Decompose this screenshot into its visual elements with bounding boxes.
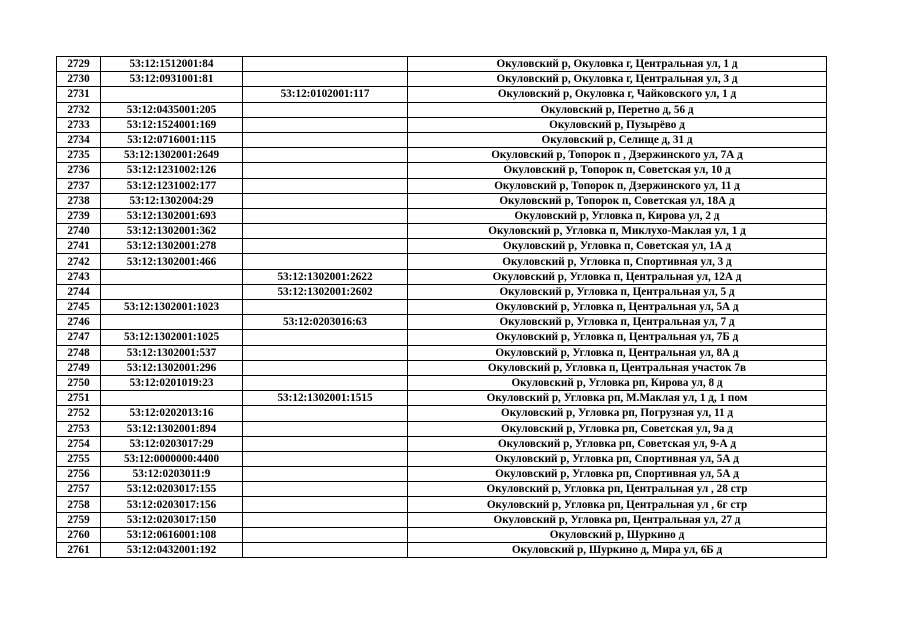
premise-cadastral-number-cell <box>243 406 408 421</box>
table-row <box>57 72 827 87</box>
address-cell: Окуловский р, Угловка п, Спортивная ул, 3 д <box>408 254 827 269</box>
premise-cadastral-number-cell <box>243 178 408 193</box>
row-number-cell: 2736 <box>57 163 101 178</box>
address-cell: Окуловский р, Пузырёво д <box>408 117 827 132</box>
cadastral-number-cell: 53:12:1302001:1025 <box>101 330 243 345</box>
table-row <box>57 57 827 72</box>
table-row <box>57 87 827 102</box>
cadastral-number-cell: 53:12:0716001:115 <box>101 132 243 147</box>
table-row <box>57 102 827 117</box>
row-number-cell: 2739 <box>57 208 101 223</box>
row-number-cell: 2741 <box>57 239 101 254</box>
table-row <box>57 451 827 466</box>
table-row <box>57 345 827 360</box>
cadastral-number-cell: 53:12:1302004:29 <box>101 193 243 208</box>
cadastral-number-cell: 53:12:1302001:466 <box>101 254 243 269</box>
table-row <box>57 330 827 345</box>
row-number-cell: 2732 <box>57 102 101 117</box>
premise-cadastral-number-cell: 53:12:1302001:2602 <box>243 284 408 299</box>
row-number-cell: 2729 <box>57 57 101 72</box>
row-number-cell: 2755 <box>57 451 101 466</box>
table-row <box>57 391 827 406</box>
cadastral-number-cell: 53:12:1302001:362 <box>101 224 243 239</box>
row-number-cell: 2740 <box>57 224 101 239</box>
row-number-cell: 2757 <box>57 482 101 497</box>
address-cell: Окуловский р, Угловка рп, Спортивная ул, 5А д <box>408 467 827 482</box>
address-cell: Окуловский р, Угловка рп, Центральная ул, 27 д <box>408 512 827 527</box>
premise-cadastral-number-cell <box>243 224 408 239</box>
cadastral-number-cell: 53:12:0435001:205 <box>101 102 243 117</box>
address-cell: Окуловский р, Селище д, 31 д <box>408 132 827 147</box>
cadastral-number-cell <box>101 87 243 102</box>
cadastral-number-cell <box>101 391 243 406</box>
cadastral-number-cell: 53:12:0432001:192 <box>101 543 243 558</box>
cadastral-number-cell: 53:12:1512001:84 <box>101 57 243 72</box>
address-cell: Окуловский р, Топорок п, Советская ул, 18А д <box>408 193 827 208</box>
premise-cadastral-number-cell <box>243 102 408 117</box>
address-cell: Окуловский р, Угловка рп, Советская ул, 9-А д <box>408 436 827 451</box>
premise-cadastral-number-cell <box>243 497 408 512</box>
premise-cadastral-number-cell <box>243 148 408 163</box>
row-number-cell: 2749 <box>57 360 101 375</box>
cadastral-number-cell: 53:12:1302001:693 <box>101 208 243 223</box>
cadastral-number-cell: 53:12:1302001:894 <box>101 421 243 436</box>
row-number-cell: 2730 <box>57 72 101 87</box>
address-cell: Окуловский р, Угловка рп, М.Маклая ул, 1 д, 1 пом <box>408 391 827 406</box>
row-number-cell: 2758 <box>57 497 101 512</box>
row-number-cell: 2754 <box>57 436 101 451</box>
premise-cadastral-number-cell <box>243 345 408 360</box>
row-number-cell: 2751 <box>57 391 101 406</box>
premise-cadastral-number-cell <box>243 132 408 147</box>
address-cell: Окуловский р, Угловка п, Центральная ул, 8А д <box>408 345 827 360</box>
row-number-cell: 2752 <box>57 406 101 421</box>
cadastral-number-cell <box>101 315 243 330</box>
premise-cadastral-number-cell <box>243 57 408 72</box>
cadastral-number-cell: 53:12:0931001:81 <box>101 72 243 87</box>
cadastral-number-cell: 53:12:0201019:23 <box>101 375 243 390</box>
premise-cadastral-number-cell <box>243 375 408 390</box>
premise-cadastral-number-cell <box>243 527 408 542</box>
table-row <box>57 482 827 497</box>
premise-cadastral-number-cell <box>243 543 408 558</box>
row-number-cell: 2746 <box>57 315 101 330</box>
address-cell: Окуловский р, Угловка п, Центральная ул, 7Б д <box>408 330 827 345</box>
cadastral-number-cell: 53:12:0203017:156 <box>101 497 243 512</box>
table-row <box>57 239 827 254</box>
registry-table <box>56 56 827 558</box>
cadastral-number-cell: 53:12:0203017:29 <box>101 436 243 451</box>
table-row <box>57 178 827 193</box>
premise-cadastral-number-cell <box>243 436 408 451</box>
premise-cadastral-number-cell <box>243 163 408 178</box>
premise-cadastral-number-cell <box>243 512 408 527</box>
address-cell: Окуловский р, Топорок п , Дзержинского ул, 7А д <box>408 148 827 163</box>
address-cell: Окуловский р, Топорок п, Дзержинского ул, 11 д <box>408 178 827 193</box>
premise-cadastral-number-cell <box>243 360 408 375</box>
table-row <box>57 421 827 436</box>
premise-cadastral-number-cell <box>243 482 408 497</box>
row-number-cell: 2737 <box>57 178 101 193</box>
premise-cadastral-number-cell: 53:12:1302001:1515 <box>243 391 408 406</box>
address-cell: Окуловский р, Шуркино д, Мира ул, 6Б д <box>408 543 827 558</box>
table-row <box>57 254 827 269</box>
cadastral-number-cell: 53:12:0203011:9 <box>101 467 243 482</box>
address-cell: Окуловский р, Топорок п, Советская ул, 10 д <box>408 163 827 178</box>
cadastral-number-cell: 53:12:0616001:108 <box>101 527 243 542</box>
address-cell: Окуловский р, Перетно д, 56 д <box>408 102 827 117</box>
premise-cadastral-number-cell: 53:12:0102001:117 <box>243 87 408 102</box>
row-number-cell: 2733 <box>57 117 101 132</box>
premise-cadastral-number-cell <box>243 330 408 345</box>
table-row <box>57 406 827 421</box>
premise-cadastral-number-cell: 53:12:1302001:2622 <box>243 269 408 284</box>
row-number-cell: 2759 <box>57 512 101 527</box>
table-row <box>57 284 827 299</box>
row-number-cell: 2744 <box>57 284 101 299</box>
address-cell: Окуловский р, Угловка п, Центральная ул, 7 д <box>408 315 827 330</box>
cadastral-number-cell: 53:12:1302001:296 <box>101 360 243 375</box>
address-cell: Окуловский р, Угловка рп, Спортивная ул, 5А д <box>408 451 827 466</box>
row-number-cell: 2747 <box>57 330 101 345</box>
row-number-cell: 2743 <box>57 269 101 284</box>
cadastral-number-cell: 53:12:1231002:126 <box>101 163 243 178</box>
address-cell: Окуловский р, Угловка рп, Кирова ул, 8 д <box>408 375 827 390</box>
cadastral-number-cell: 53:12:0203017:155 <box>101 482 243 497</box>
row-number-cell: 2731 <box>57 87 101 102</box>
cadastral-number-cell: 53:12:0000000:4400 <box>101 451 243 466</box>
address-cell: Окуловский р, Окуловка г, Чайковского ул, 1 д <box>408 87 827 102</box>
table-row <box>57 527 827 542</box>
address-cell: Окуловский р, Угловка рп, Погрузная ул, 11 д <box>408 406 827 421</box>
row-number-cell: 2735 <box>57 148 101 163</box>
row-number-cell: 2760 <box>57 527 101 542</box>
cadastral-number-cell: 53:12:1231002:177 <box>101 178 243 193</box>
cadastral-number-cell <box>101 284 243 299</box>
premise-cadastral-number-cell <box>243 254 408 269</box>
table-row <box>57 148 827 163</box>
address-cell: Окуловский р, Угловка п, Центральная ул, 5 д <box>408 284 827 299</box>
cadastral-number-cell: 53:12:1302001:537 <box>101 345 243 360</box>
premise-cadastral-number-cell <box>243 451 408 466</box>
table-row <box>57 224 827 239</box>
premise-cadastral-number-cell <box>243 117 408 132</box>
table-row <box>57 512 827 527</box>
row-number-cell: 2734 <box>57 132 101 147</box>
row-number-cell: 2750 <box>57 375 101 390</box>
registry-table-body <box>57 57 827 558</box>
premise-cadastral-number-cell <box>243 467 408 482</box>
premise-cadastral-number-cell <box>243 300 408 315</box>
address-cell: Окуловский р, Угловка п, Центральная ул, 12А д <box>408 269 827 284</box>
cadastral-number-cell: 53:12:1302001:2649 <box>101 148 243 163</box>
row-number-cell: 2753 <box>57 421 101 436</box>
table-row <box>57 208 827 223</box>
address-cell: Окуловский р, Угловка п, Миклухо-Маклая ул, 1 д <box>408 224 827 239</box>
cadastral-number-cell: 53:12:1302001:278 <box>101 239 243 254</box>
address-cell: Окуловский р, Угловка рп, Советская ул, 9а д <box>408 421 827 436</box>
address-cell: Окуловский р, Угловка п, Советская ул, 1А д <box>408 239 827 254</box>
premise-cadastral-number-cell <box>243 193 408 208</box>
premise-cadastral-number-cell <box>243 421 408 436</box>
cadastral-number-cell: 53:12:0202013:16 <box>101 406 243 421</box>
table-row <box>57 193 827 208</box>
address-cell: Окуловский р, Угловка рп, Центральная ул , 6г стр <box>408 497 827 512</box>
address-cell: Окуловский р, Угловка п, Кирова ул, 2 д <box>408 208 827 223</box>
table-row <box>57 269 827 284</box>
table-row <box>57 163 827 178</box>
table-row <box>57 300 827 315</box>
table-row <box>57 132 827 147</box>
address-cell: Окуловский р, Угловка п, Центральная участок 7в <box>408 360 827 375</box>
table-row <box>57 497 827 512</box>
row-number-cell: 2738 <box>57 193 101 208</box>
address-cell: Окуловский р, Угловка рп, Центральная ул , 28 стр <box>408 482 827 497</box>
address-cell: Окуловский р, Шуркино д <box>408 527 827 542</box>
table-row <box>57 543 827 558</box>
table-row <box>57 436 827 451</box>
address-cell: Окуловский р, Окуловка г, Центральная ул, 3 д <box>408 72 827 87</box>
row-number-cell: 2745 <box>57 300 101 315</box>
table-row <box>57 315 827 330</box>
table-row <box>57 375 827 390</box>
address-cell: Окуловский р, Окуловка г, Центральная ул, 1 д <box>408 57 827 72</box>
table-row <box>57 360 827 375</box>
cadastral-number-cell: 53:12:1302001:1023 <box>101 300 243 315</box>
table-row <box>57 467 827 482</box>
premise-cadastral-number-cell <box>243 239 408 254</box>
row-number-cell: 2761 <box>57 543 101 558</box>
premise-cadastral-number-cell <box>243 72 408 87</box>
cadastral-number-cell: 53:12:1524001:169 <box>101 117 243 132</box>
row-number-cell: 2748 <box>57 345 101 360</box>
address-cell: Окуловский р, Угловка п, Центральная ул, 5А д <box>408 300 827 315</box>
cadastral-number-cell: 53:12:0203017:150 <box>101 512 243 527</box>
cadastral-number-cell <box>101 269 243 284</box>
table-row <box>57 117 827 132</box>
row-number-cell: 2742 <box>57 254 101 269</box>
row-number-cell: 2756 <box>57 467 101 482</box>
premise-cadastral-number-cell <box>243 208 408 223</box>
premise-cadastral-number-cell: 53:12:0203016:63 <box>243 315 408 330</box>
